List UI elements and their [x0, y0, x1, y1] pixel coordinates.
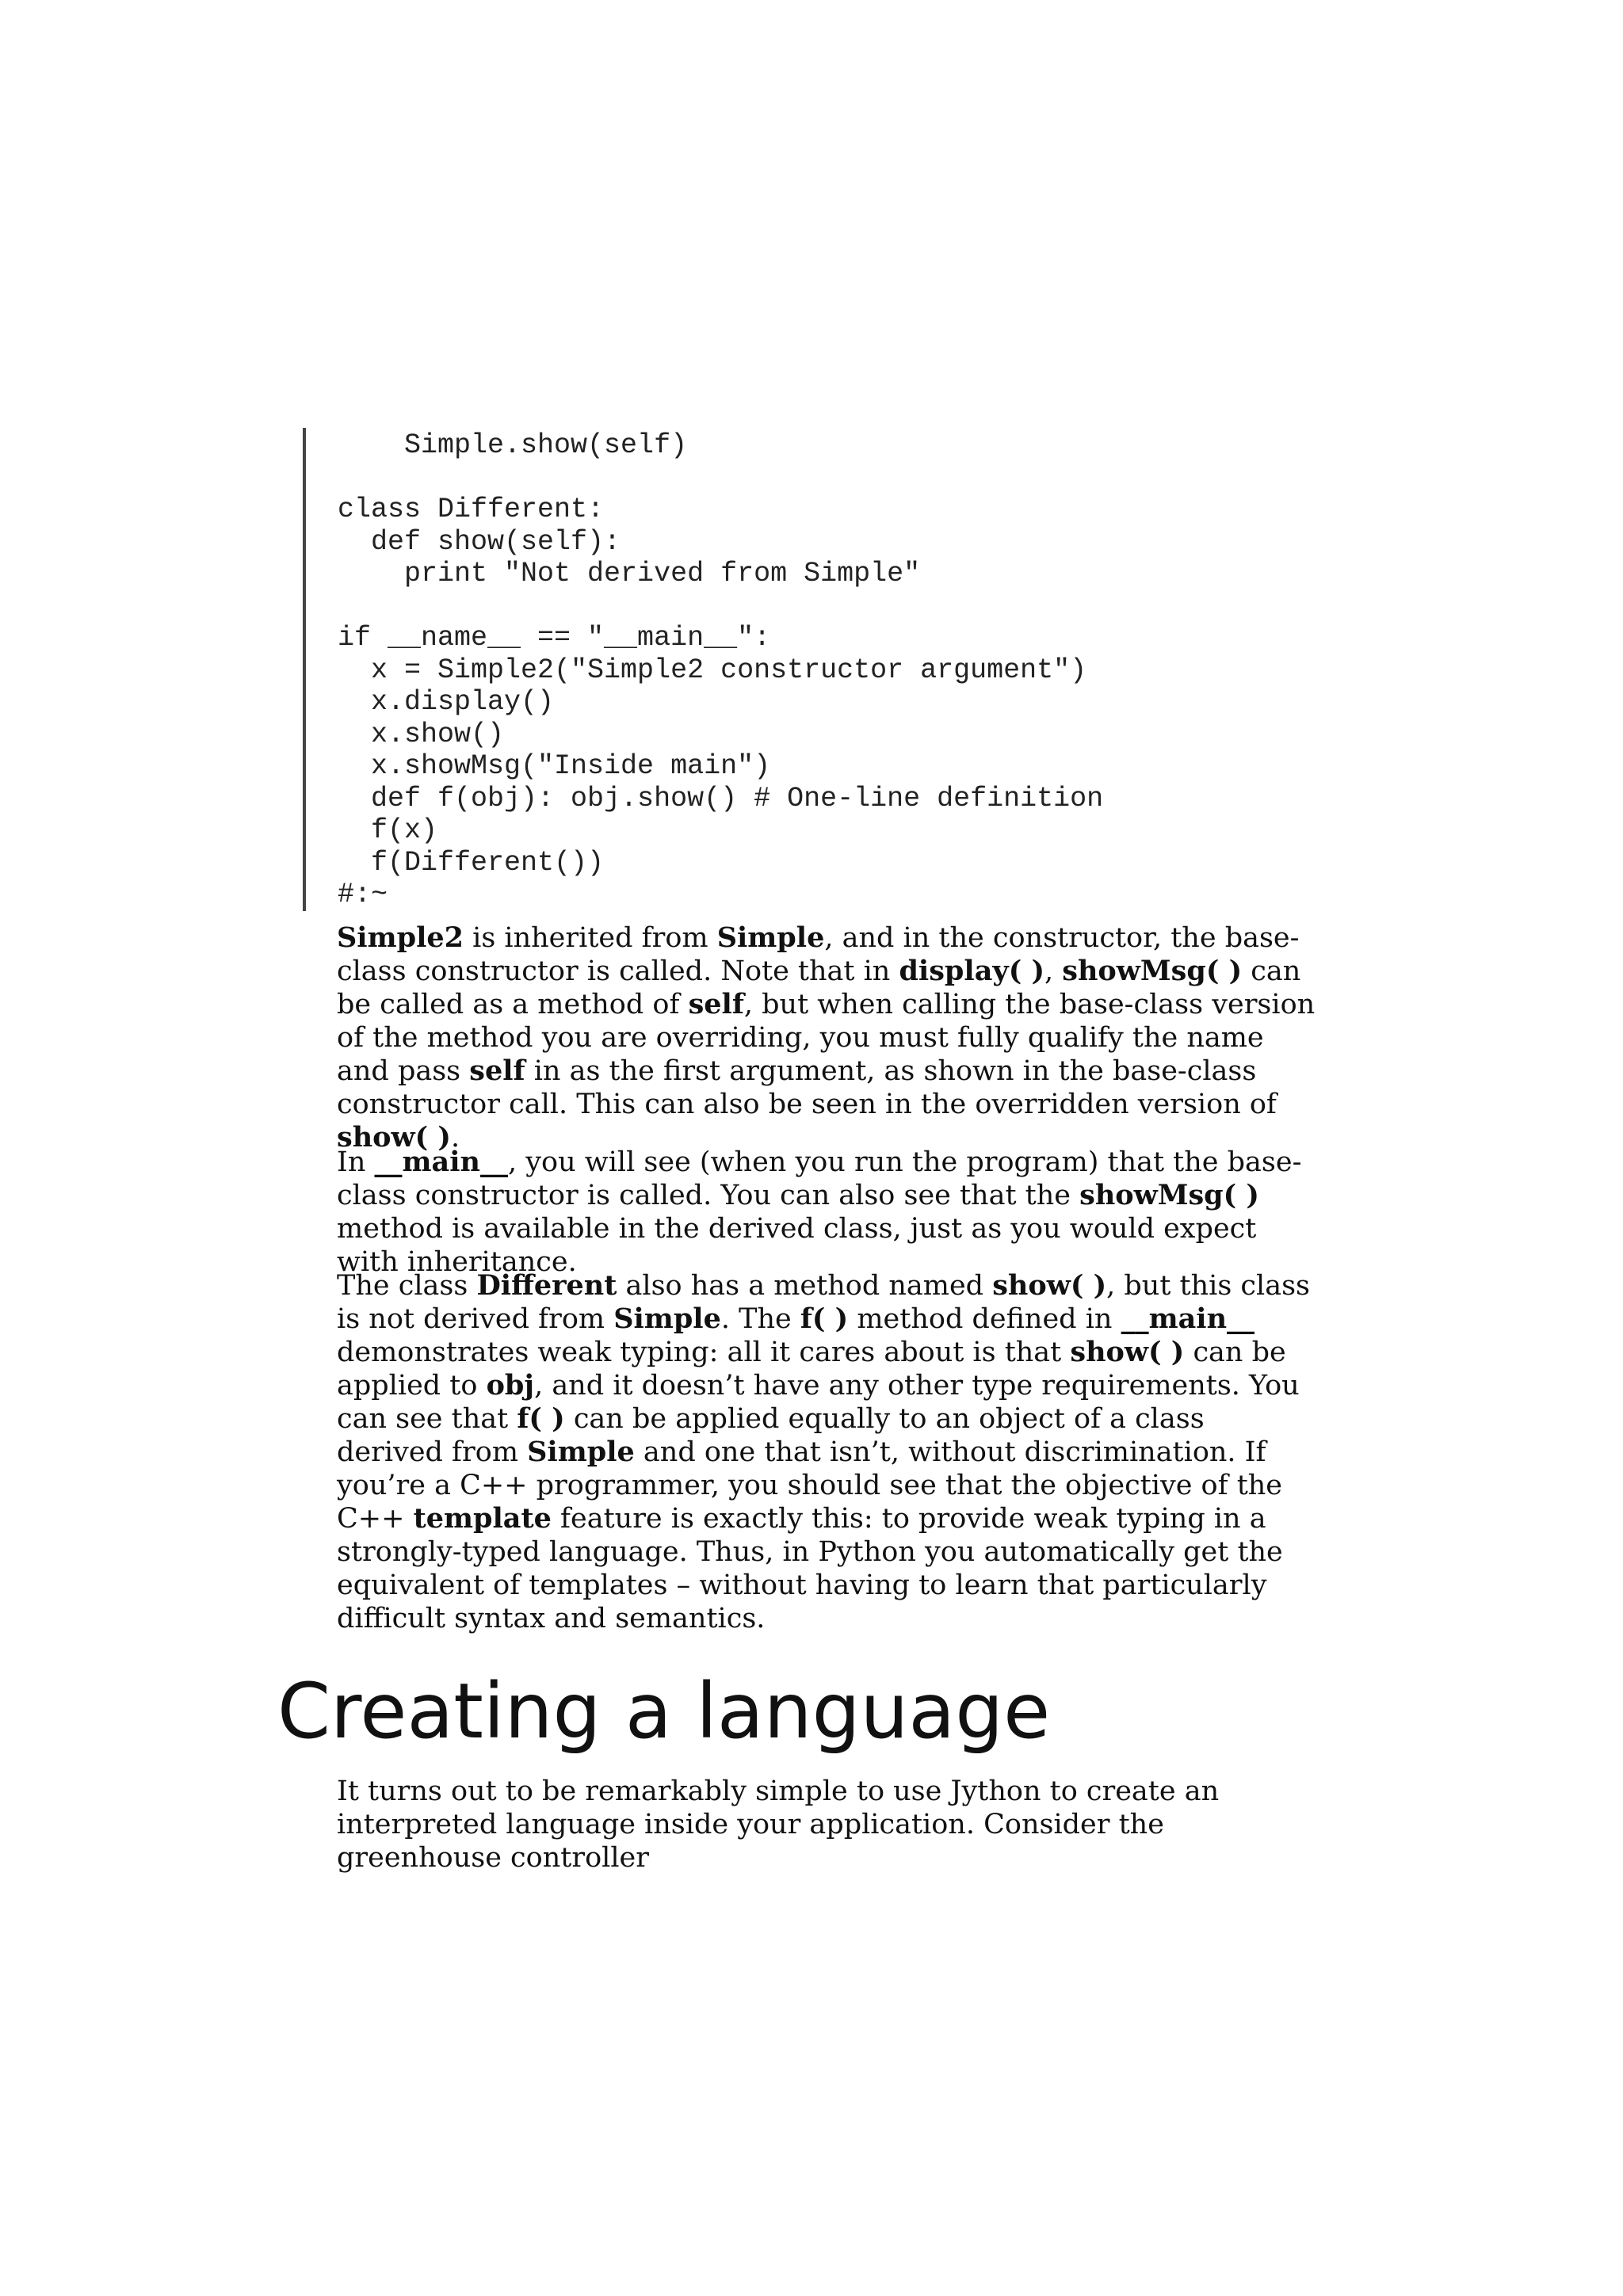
code-text: Simple.show(self) class Different: def show(self): print "Not derived from Simple" if __name__ == "__main__": x = Simple2("Simple2 constructor argument") x.display() x.show() x.showMsg("Inside main") def f(obj): obj.show() # One-line definition f(x) f(Different()) #:~: [338, 429, 1104, 910]
bold-term: show( ): [1070, 1336, 1185, 1368]
text-run: method is available in the derived class, just as you would expect with inheritance.: [337, 1213, 1257, 1278]
bold-term: show( ): [337, 1121, 451, 1154]
text-run: can be applied to: [337, 1337, 1286, 1402]
text-run: . The: [720, 1303, 800, 1335]
paragraph-weak-typing: [337, 1269, 1316, 1635]
bold-term: showMsg( ): [1062, 955, 1243, 987]
bold-term: Different: [476, 1269, 617, 1302]
bold-term: __main__: [1121, 1302, 1255, 1335]
bold-term: f( ): [517, 1402, 565, 1435]
text-run: The class: [337, 1270, 477, 1302]
bold-term: Simple: [613, 1302, 721, 1335]
bold-term: Simple2: [337, 921, 464, 954]
text-run: In: [337, 1146, 375, 1178]
text-run: demonstrates weak typing: all it cares about is that: [337, 1337, 1071, 1368]
text-run: method defined in: [848, 1303, 1121, 1335]
text-run: and one that isn’t, without discrimination. If you’re a C++ programmer, you should see that the objective of the C++: [337, 1436, 1283, 1535]
text-run: is inherited from: [464, 922, 717, 954]
bold-term: self: [469, 1055, 525, 1087]
text-run: in as the first argument, as shown in the base-class constructor call. This can also be seen in the overridden version of: [337, 1055, 1277, 1120]
bold-term: f( ): [800, 1302, 849, 1335]
text-run: also has a method named: [617, 1270, 993, 1302]
text-run: , and it doesn’t have any other type requirements. You can see that: [337, 1370, 1300, 1435]
text-run: .: [450, 1122, 460, 1154]
bold-term: show( ): [992, 1269, 1107, 1302]
bold-term: showMsg( ): [1079, 1179, 1259, 1211]
bold-term: __main__: [374, 1146, 508, 1178]
text-run: , but when calling the base-class version of the method you are overriding, you must fully qualify the name and pass: [337, 989, 1316, 1087]
text-run: can be applied equally to an object of a class derived from: [337, 1403, 1205, 1468]
text-run: can be called as a method of: [337, 955, 1301, 1020]
bold-term: Simple: [716, 921, 825, 954]
text-run: , and in the constructor, the base-class constructor is called. Note that in: [337, 922, 1300, 987]
code-listing: [303, 428, 1333, 911]
text-run: , but this class is not derived from: [337, 1270, 1311, 1335]
bold-term: Simple: [527, 1436, 635, 1468]
bold-term: obj: [486, 1369, 535, 1402]
bold-term: template: [413, 1502, 552, 1535]
text-run: , you will see (when you run the program) that the base-class constructor is called. You can also see that the: [337, 1146, 1302, 1211]
text-run: feature is exactly this: to provide weak typing in a strongly-typed language. Thus, in Python you automatically get the equivalent of templates – without having to learn that particularly difficult syntax and semantics.: [337, 1503, 1283, 1634]
bold-term: self: [688, 988, 744, 1020]
section-intro-paragraph: It turns out to be remarkably simple to use Jython to create an interpreted language inside your application. Consider the greenhouse controller: [337, 1775, 1220, 1874]
paragraph-main-constructor: [337, 1146, 1316, 1279]
paragraph-simple2-inheritance: [337, 921, 1316, 1154]
bold-term: display( ): [899, 955, 1045, 987]
section-heading: Creating a language: [277, 1667, 1051, 1756]
text-run: ,: [1044, 955, 1063, 987]
